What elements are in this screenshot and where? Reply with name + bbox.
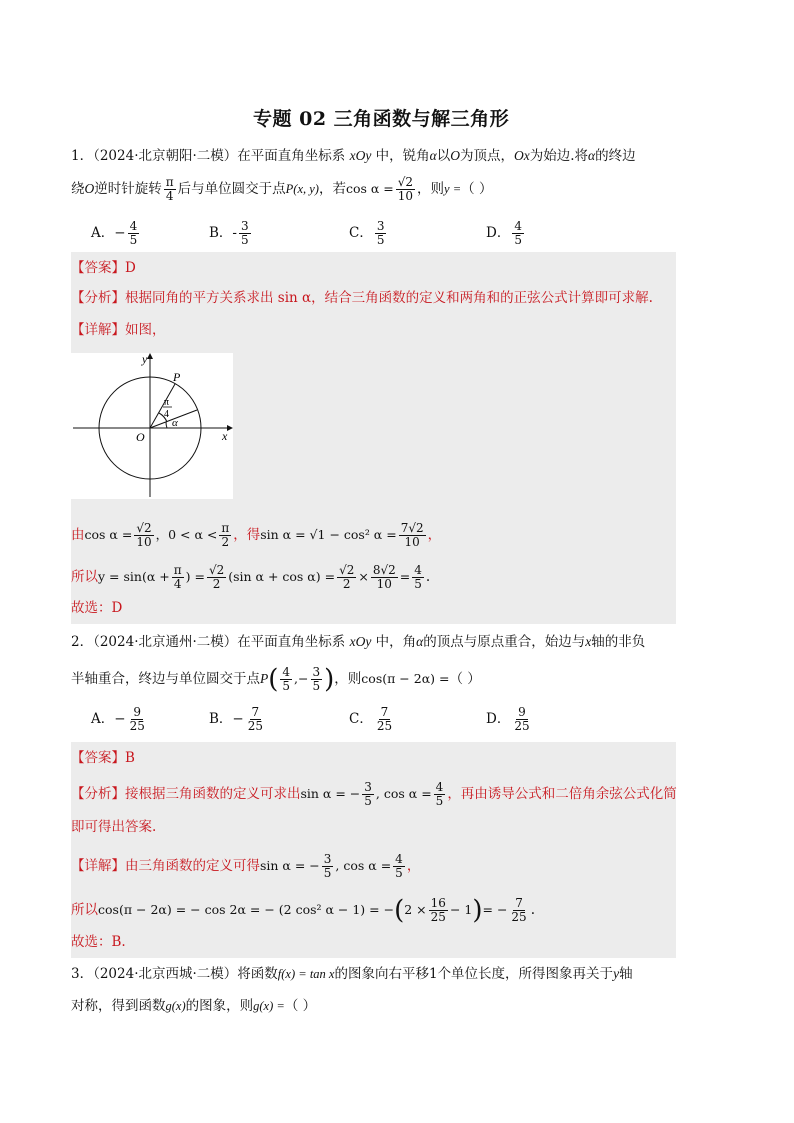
detail-text: ， xyxy=(406,858,421,874)
q1-option-a[interactable] xyxy=(91,220,141,247)
q1-text: 逆时针旋转 xyxy=(94,181,162,197)
q2-text: 的顶点与原点重合，始边与 xyxy=(423,634,586,650)
q1-text: 1．（2024·北京朝阳·二模）在平面直角坐标系 xyxy=(71,148,350,164)
y-axis-arrow-icon xyxy=(147,353,153,359)
q2-cos-expr: cos(π − 2α) = xyxy=(361,671,450,686)
q1-point-p: P(x, y) xyxy=(285,182,319,196)
analysis-text: ，再由诱导公式和二倍角余弦公式化简 xyxy=(447,786,677,802)
option-den: 25 xyxy=(129,719,145,733)
option-den: 5 xyxy=(129,233,138,247)
option-den: 5 xyxy=(240,233,249,247)
step-frac xyxy=(412,564,424,591)
q2-x: x xyxy=(585,634,592,649)
q2-analysis xyxy=(71,781,677,808)
x-axis-arrow-icon xyxy=(227,425,233,431)
q1-figure xyxy=(71,353,233,499)
option-num: 7 xyxy=(251,705,260,719)
q2-stem-line2 xyxy=(71,666,481,693)
q2-option-d[interactable] xyxy=(486,706,534,733)
p-label: P xyxy=(173,370,181,384)
step-text: . xyxy=(530,902,535,918)
analysis-frac xyxy=(434,781,446,808)
detail-frac xyxy=(322,853,334,880)
step-expr: cos(π − 2α) = − cos 2α = − (2 cos² α − 1) = − xyxy=(98,902,395,917)
option-num: 3 xyxy=(376,219,385,233)
q1-text: 以 xyxy=(436,148,451,164)
q2-stem-line1 xyxy=(71,632,645,652)
detail-num: 4 xyxy=(395,852,403,866)
q3-one: 1 xyxy=(428,966,438,982)
step-den: 10 xyxy=(404,535,420,549)
q1-option-b[interactable] xyxy=(209,220,253,247)
q1-text: 为顶点， xyxy=(459,148,514,164)
option-frac xyxy=(246,706,265,733)
q2-solution-box xyxy=(71,742,676,958)
q2-xoy: xOy xyxy=(349,634,372,649)
q3-text: 对称，得到函数 xyxy=(71,998,166,1014)
step-den: 10 xyxy=(376,577,392,591)
q3-blank: （ ） xyxy=(284,998,317,1014)
unit-circle-diagram xyxy=(71,353,233,499)
q1-blank: （ ） xyxy=(461,181,493,197)
detail-text: 由三角函数的定义可得 xyxy=(125,858,260,874)
step-num: √2 xyxy=(208,563,225,577)
option-label: A． xyxy=(91,225,115,241)
q2-choose: 故选：B. xyxy=(71,934,126,950)
step-op: = xyxy=(399,569,411,584)
step-den: 2 xyxy=(212,577,221,591)
q3-text: 轴 xyxy=(619,966,633,982)
q3-text: 3．（2024·北京西城·二模）将函数 xyxy=(71,966,278,982)
step-frac xyxy=(207,564,226,591)
option-num: 4 xyxy=(514,219,522,233)
q1-sqrt2: √2 xyxy=(397,175,414,189)
step-num: √2 xyxy=(136,521,152,535)
option-label: D． xyxy=(486,225,511,241)
q1-four: 4 xyxy=(165,189,174,203)
alpha-arc xyxy=(166,422,167,428)
q1-text: 的终边 xyxy=(595,148,636,164)
q2-frac xyxy=(311,666,323,693)
option-label: B． xyxy=(209,225,233,241)
detail-num: 3 xyxy=(323,852,332,866)
analysis-text: 根据同角的平方关系求出 sin α，结合三角函数的定义和两角和的正弦公式计算即可求解. xyxy=(125,290,653,306)
step-cos: cos α = xyxy=(84,527,133,542)
q2-comma: ,− xyxy=(294,671,309,686)
q2-text: 2．（2024·北京通州·二模）在平面直角坐标系 xyxy=(71,634,350,650)
step-frac xyxy=(219,522,231,549)
step-paren-right: ) xyxy=(472,895,483,926)
answer-value: B xyxy=(125,750,135,766)
analysis-frac xyxy=(362,781,374,808)
q1-pi: π xyxy=(165,175,174,189)
q3-stem-line2 xyxy=(71,996,316,1016)
step-frac xyxy=(429,897,448,924)
step-den: 25 xyxy=(430,910,446,924)
q1-alpha: α xyxy=(588,148,596,163)
q2-text: 半轴重合，终边与单位圆交于点 xyxy=(71,671,260,687)
step-op: × xyxy=(358,569,369,584)
detail-tag: 【详解】 xyxy=(71,322,125,338)
step-num: 8√2 xyxy=(372,563,396,577)
step-text: . xyxy=(425,569,431,585)
q2-alpha: α xyxy=(416,634,424,649)
step-num: 7√2 xyxy=(400,521,424,535)
analysis-tag: 【分析】 xyxy=(71,786,125,802)
q1-frac-pi4 xyxy=(164,176,176,203)
step-op: = − xyxy=(482,902,508,917)
step-den: 2 xyxy=(342,577,351,591)
step-frac xyxy=(172,564,184,591)
q2-paren-right: ) xyxy=(324,664,335,695)
analysis-sin: sin α = − xyxy=(300,786,361,801)
option-frac xyxy=(512,706,531,733)
q1-text: ，若 xyxy=(318,181,346,197)
step-ineq: ，0 < α < xyxy=(155,527,218,542)
q2-answer xyxy=(71,748,135,768)
option-label: C． xyxy=(349,225,373,241)
q2-text: 轴的非负 xyxy=(591,634,646,650)
step-text: 所以 xyxy=(71,902,98,918)
step-frac xyxy=(399,522,426,549)
q2-analysis-line2: 即可得出答案. xyxy=(71,819,157,835)
q3-stem-line1 xyxy=(71,964,633,984)
step-frac xyxy=(337,564,356,591)
option-den: 25 xyxy=(247,719,264,733)
step-frac xyxy=(509,897,528,924)
q1-alpha: α xyxy=(429,148,437,163)
q3-text: 个单位长度，所得图象再关于 xyxy=(437,966,614,982)
step-num: 16 xyxy=(430,896,446,910)
option-frac xyxy=(375,220,387,247)
option-sign: − xyxy=(232,711,244,727)
step-num: 7 xyxy=(515,896,523,910)
q1-answer xyxy=(71,258,136,278)
q2-step xyxy=(71,897,535,924)
q1-option-d[interactable] xyxy=(486,220,526,247)
q1-O: O xyxy=(84,181,95,196)
detail-text: 如图， xyxy=(125,322,166,338)
analysis-den: 5 xyxy=(435,794,444,808)
q2-text: ，则 xyxy=(334,671,362,687)
detail-frac xyxy=(393,853,405,880)
step-text: 所以 xyxy=(71,569,98,585)
option-sign: − xyxy=(114,711,126,727)
option-frac xyxy=(128,706,147,733)
detail-tag: 【详解】 xyxy=(71,858,125,874)
q2-num: 4 xyxy=(282,665,291,679)
option-label: D． xyxy=(486,711,511,727)
step-expr: (sin α + cos α) = xyxy=(228,569,336,584)
q2-option-a[interactable] xyxy=(91,706,149,733)
q1-choose: 故选：D xyxy=(71,600,123,616)
analysis-cos: , cos α = xyxy=(375,786,432,801)
analysis-num: 4 xyxy=(435,780,444,794)
q1-stem-line1 xyxy=(71,146,636,166)
q3-fx: f(x) = tan x xyxy=(277,967,335,981)
step-frac xyxy=(134,522,153,549)
q2-blank: （ ） xyxy=(449,671,481,687)
step-frac xyxy=(371,564,398,591)
pi-label: π xyxy=(164,397,170,408)
step-num: π xyxy=(221,521,230,535)
q1-text: 中，锐角 xyxy=(371,148,430,164)
option-den: 5 xyxy=(376,233,385,247)
q1-text: 后与单位圆交于点 xyxy=(177,181,286,197)
q1-step2 xyxy=(71,564,430,591)
q1-text: 为始边.将 xyxy=(529,148,588,164)
q1-text: 绕 xyxy=(71,181,85,197)
analysis-tag: 【分析】 xyxy=(71,290,125,306)
q2-option-b[interactable] xyxy=(209,706,267,733)
q1-step1 xyxy=(71,522,441,549)
page-title: 专题 02 三角函数与解三角形 xyxy=(253,108,510,130)
step-den: 5 xyxy=(414,577,422,591)
answer-tag: 【答案】 xyxy=(71,260,125,276)
x-label: x xyxy=(222,429,228,443)
q1-text: ，则 xyxy=(417,181,445,197)
detail-den: 5 xyxy=(395,866,403,880)
q1-analysis xyxy=(71,288,653,308)
option-frac xyxy=(239,220,251,247)
detail-cos: , cos α = xyxy=(335,858,392,873)
step-text: ，得 xyxy=(233,527,261,543)
q2-frac xyxy=(280,666,292,693)
option-sign: - xyxy=(232,225,237,241)
q2-den: 5 xyxy=(282,679,291,693)
analysis-den: 5 xyxy=(364,794,372,808)
option-label: C． xyxy=(349,711,373,727)
four-label: 4 xyxy=(164,409,169,420)
y-label: y xyxy=(142,353,148,366)
analysis-text: 接根据三角函数的定义可求出 xyxy=(125,786,301,802)
q3-text: 的图象，则 xyxy=(185,998,254,1014)
step-den: 4 xyxy=(173,577,182,591)
answer-tag: 【答案】 xyxy=(71,750,125,766)
q1-detail xyxy=(71,320,166,340)
step-num: π xyxy=(173,563,182,577)
q1-O: O xyxy=(450,148,460,163)
option-num: 4 xyxy=(129,219,138,233)
option-num: 9 xyxy=(133,705,142,719)
q2-detail xyxy=(71,853,420,880)
q2-option-c[interactable] xyxy=(349,706,396,733)
detail-den: 5 xyxy=(323,866,332,880)
step-den: 10 xyxy=(136,535,152,549)
q2-paren-left: ( xyxy=(268,664,279,695)
option-num: 9 xyxy=(518,705,526,719)
q1-frac-sqrt2-10 xyxy=(396,176,415,203)
q1-y-eq: y = xyxy=(444,182,462,196)
q2-p: P xyxy=(260,671,269,686)
alpha-label: α xyxy=(172,417,178,429)
answer-value: D xyxy=(125,260,136,276)
origin-label: O xyxy=(136,430,145,444)
step-expr: − 1 xyxy=(449,902,473,917)
step-den: 2 xyxy=(221,535,230,549)
q1-option-c[interactable] xyxy=(349,220,388,247)
q1-xoy: xOy xyxy=(349,148,372,163)
step-paren-left: ( xyxy=(394,895,405,926)
q3-gx-eq: g(x) = xyxy=(253,999,285,1013)
detail-sin: sin α = − xyxy=(260,858,320,873)
step-num: 4 xyxy=(414,563,422,577)
step-expr: ) = xyxy=(185,569,205,584)
option-num: 3 xyxy=(240,219,249,233)
option-den: 25 xyxy=(376,719,393,733)
q2-den: 5 xyxy=(312,679,321,693)
q2-text: 中，角 xyxy=(371,634,417,650)
option-label: B． xyxy=(209,711,233,727)
q3-text: 的图象向右平移 xyxy=(334,966,429,982)
option-num: 7 xyxy=(380,705,389,719)
option-frac xyxy=(128,220,140,247)
q3-y: y xyxy=(613,966,620,981)
analysis-num: 3 xyxy=(364,780,372,794)
option-label: A． xyxy=(91,711,115,727)
step-sin: sin α = √1 − cos² α = xyxy=(260,527,397,542)
step-text: 由 xyxy=(71,527,85,543)
q1-cos-alpha: cos α = xyxy=(345,181,394,196)
step-expr: y = sin(α + xyxy=(98,569,170,584)
step-den: 25 xyxy=(511,910,527,924)
option-den: 5 xyxy=(514,233,522,247)
option-sign: − xyxy=(114,225,126,241)
step-text: ， xyxy=(427,527,442,543)
option-frac xyxy=(375,706,394,733)
q2-num: 3 xyxy=(312,665,321,679)
step-expr: 2 × xyxy=(404,902,427,917)
q1-Ox: Ox xyxy=(513,148,530,163)
q1-stem-line2 xyxy=(71,176,492,203)
step-num: √2 xyxy=(339,563,355,577)
option-frac xyxy=(512,220,524,247)
q1-ten: 10 xyxy=(397,189,414,203)
q3-gx: g(x) xyxy=(165,999,186,1013)
option-den: 25 xyxy=(514,719,530,733)
